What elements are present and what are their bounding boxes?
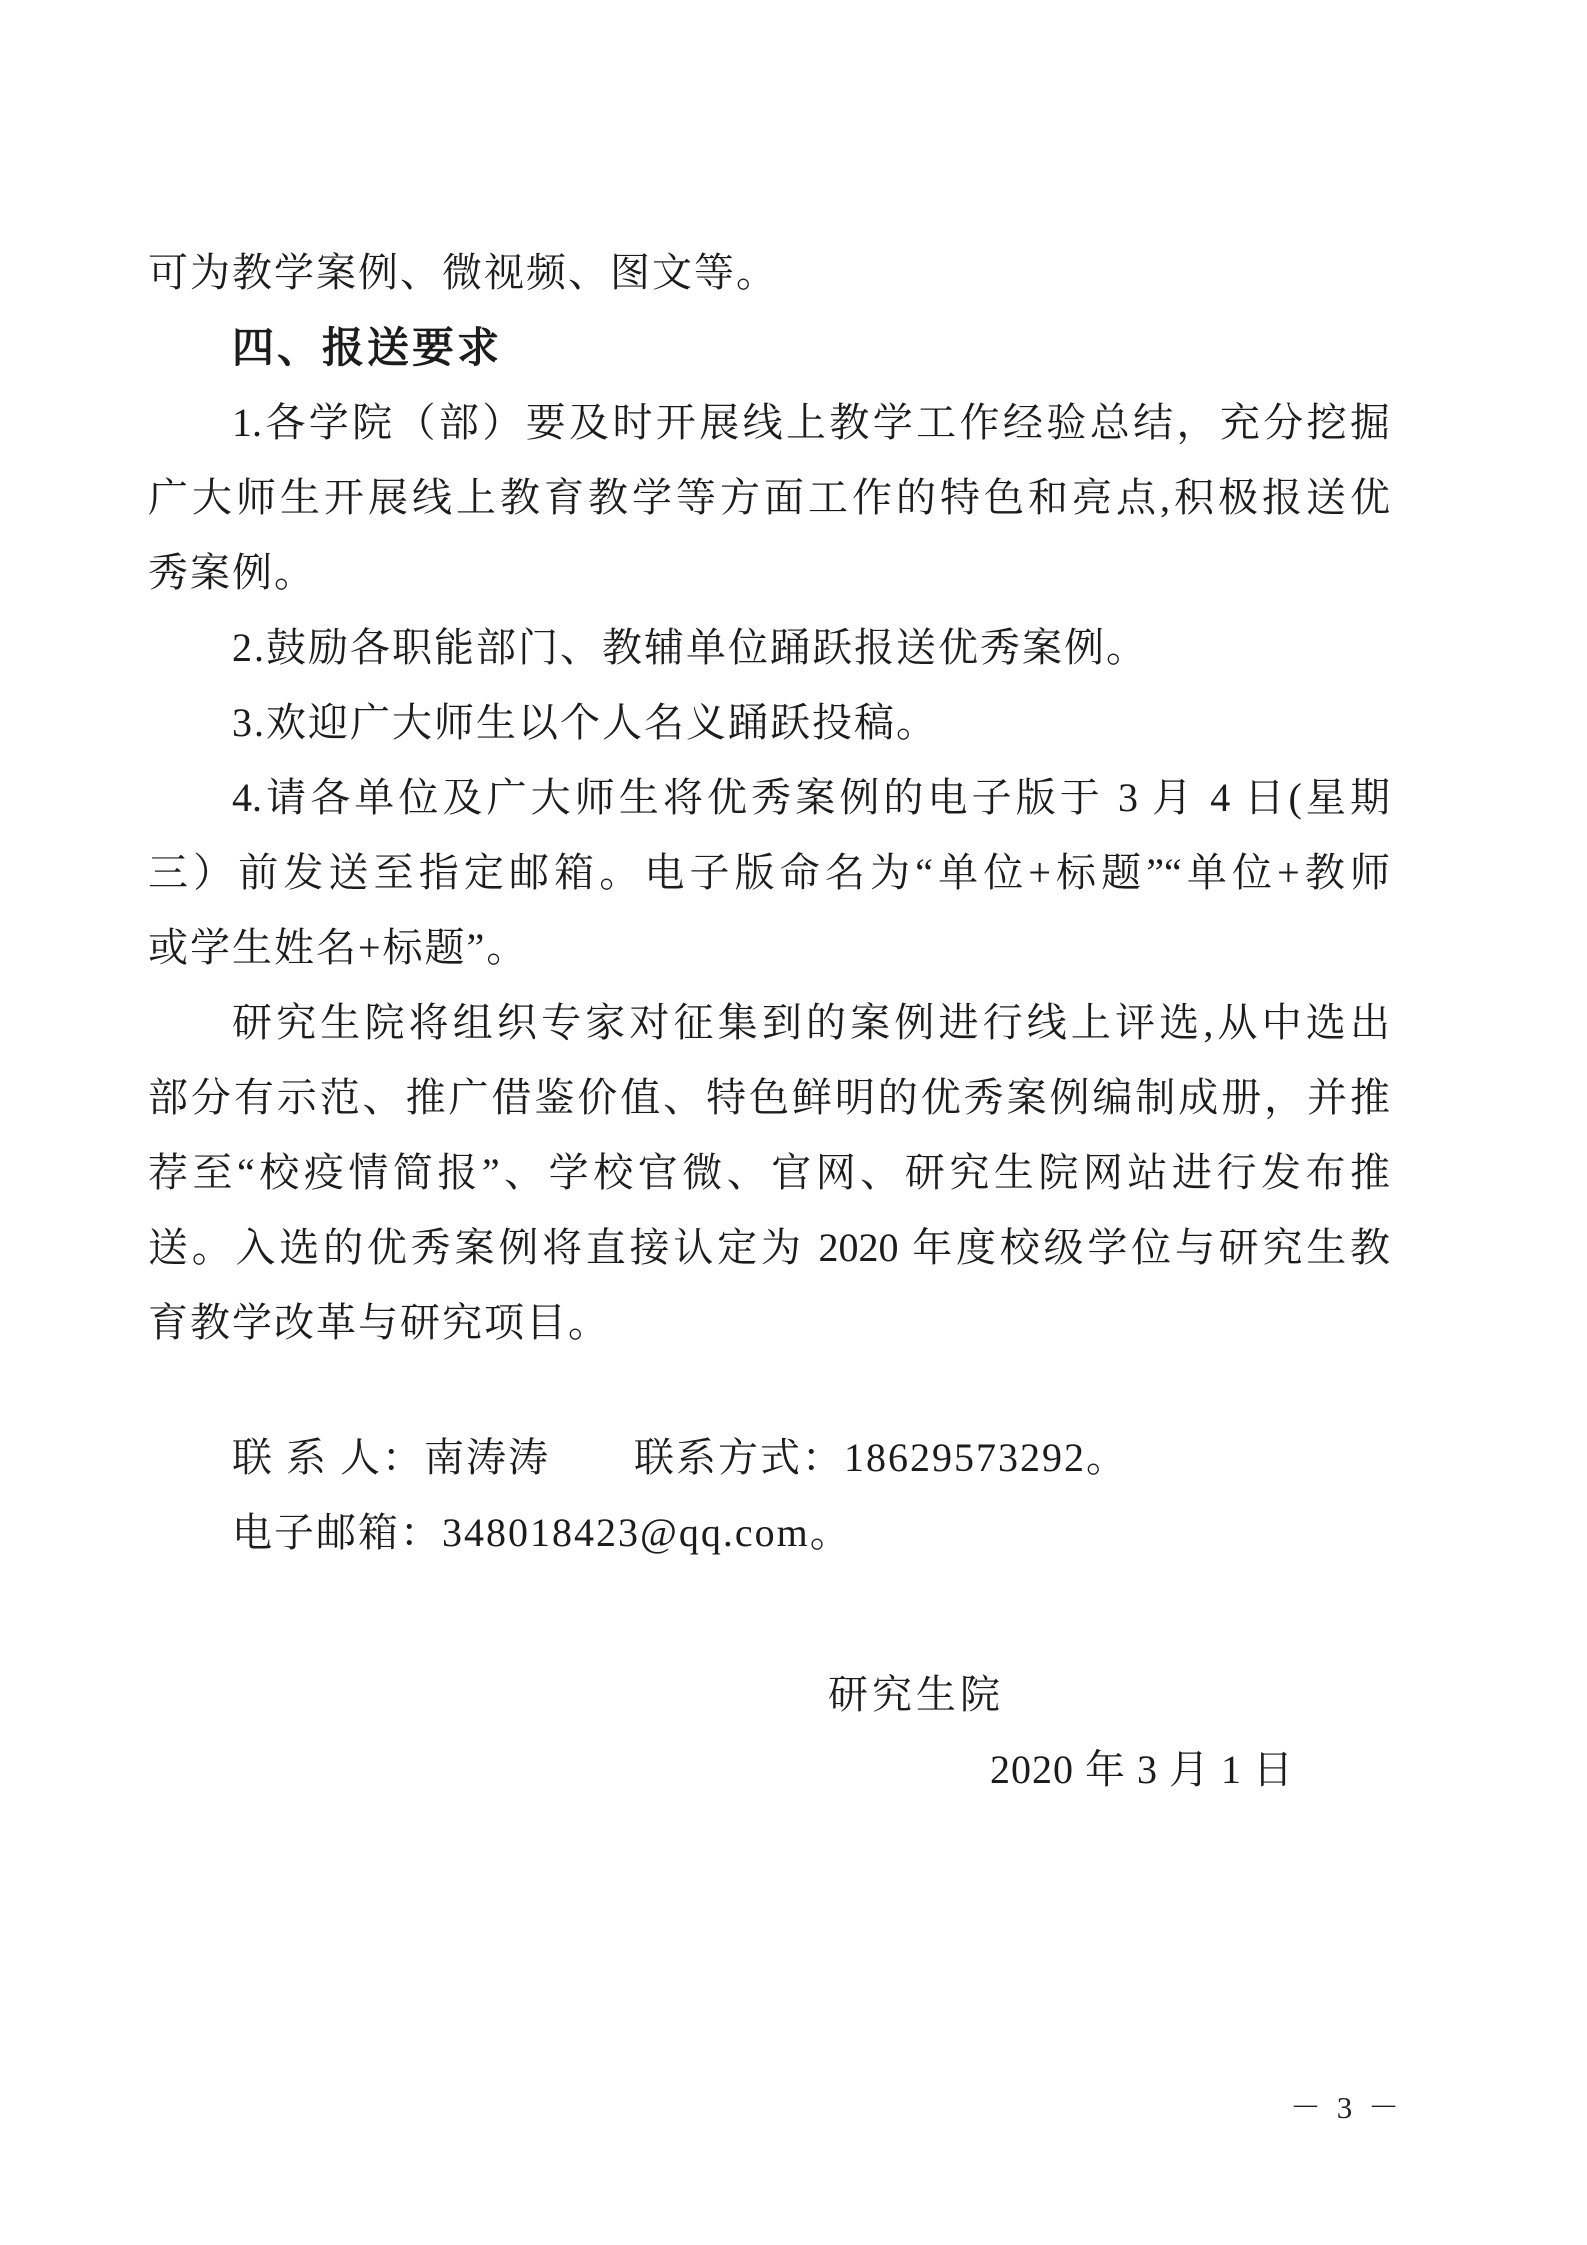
contact-email-line: 电子邮箱：348018423@qq.com。 — [232, 1510, 852, 1555]
doc-line: 3.欢迎广大师生以个人名义踊跃投稿。 — [232, 700, 938, 745]
doc-line: 送。入选的优秀案例将直接认定为 2020 年度校级学位与研究生教 — [148, 1225, 1390, 1270]
doc-line: 2.鼓励各职能部门、教辅单位踊跃报送优秀案例。 — [232, 625, 1148, 670]
vertical-spacer — [148, 1360, 1390, 1420]
doc-line: 荐至“校疫情简报”、学校官微、官网、研究生院网站进行发布推 — [148, 1150, 1390, 1195]
document-body — [148, 235, 1390, 1807]
signer-organization: 研究生院 — [828, 1672, 1004, 1717]
doc-line: 育教学改革与研究项目。 — [148, 1300, 610, 1345]
vertical-spacer — [148, 1570, 1390, 1657]
section-heading-submission-requirements: 四、报送要求 — [232, 324, 503, 371]
doc-line: 可为教学案例、微视频、图文等。 — [148, 250, 778, 295]
doc-line: 广大师生开展线上教育教学等方面工作的特色和亮点,积极报送优 — [148, 475, 1390, 520]
contact-person-line: 联 系 人：南涛涛 联系方式：18629573292。 — [232, 1435, 1128, 1480]
doc-line: 秀案例。 — [148, 550, 316, 595]
signature-date: 2020 年 3 月 1 日 — [990, 1747, 1294, 1792]
doc-line: 部分有示范、推广借鉴价值、特色鲜明的优秀案例编制成册，并推 — [148, 1075, 1390, 1120]
doc-line: 或学生姓名+标题”。 — [148, 925, 529, 970]
doc-line: 4.请各单位及广大师生将优秀案例的电子版于 3 月 4 日(星期 — [232, 775, 1390, 820]
doc-line: 研究生院将组织专家对征集到的案例进行线上评选,从中选出 — [232, 1000, 1390, 1045]
page-number: － 3 － — [1290, 2090, 1403, 2125]
doc-line: 三）前发送至指定邮箱。电子版命名为“单位+标题”“单位+教师 — [148, 850, 1390, 895]
doc-line: 1.各学院（部）要及时开展线上教学工作经验总结，充分挖掘 — [232, 400, 1390, 445]
